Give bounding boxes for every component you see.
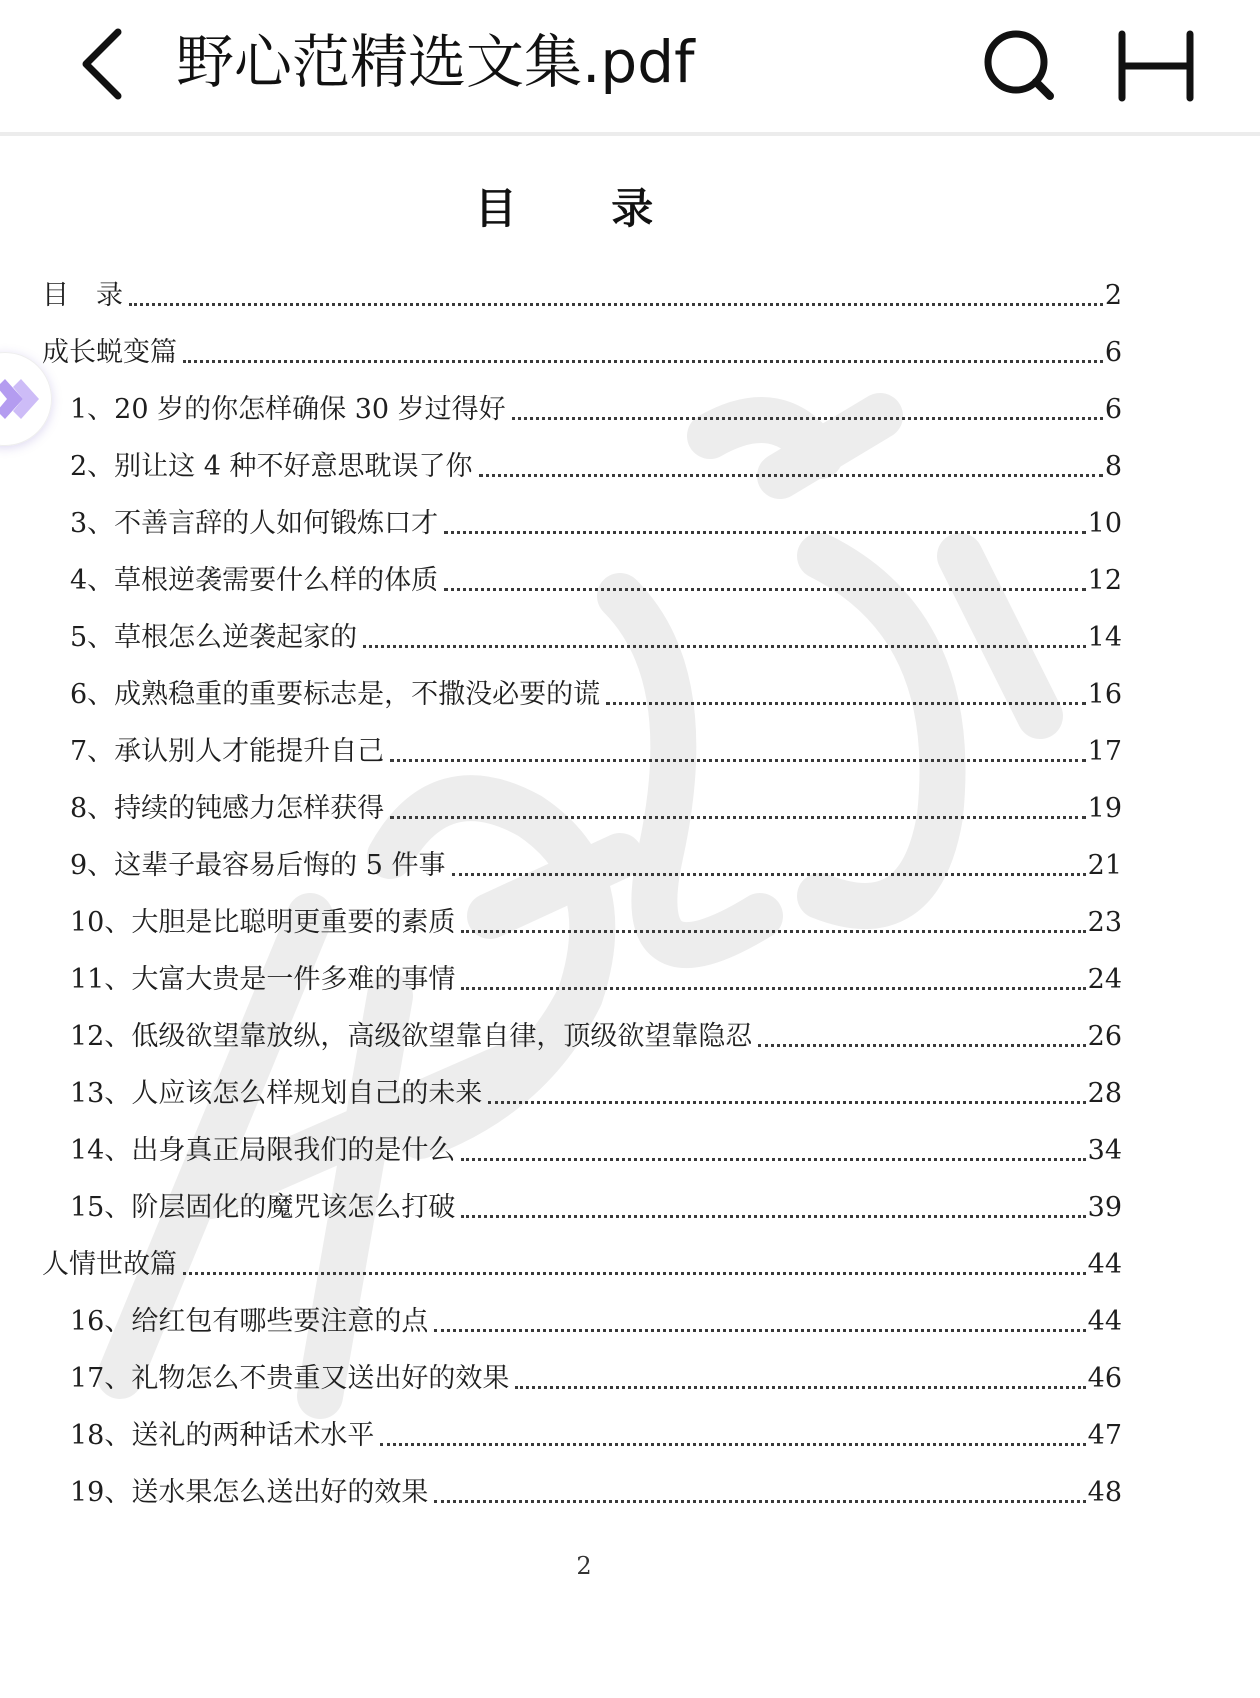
toc-entry-title: 18、送礼的两种话术水平	[70, 1420, 375, 1451]
toc-entry-page: 26	[1087, 1021, 1122, 1052]
toc-dot-leader	[461, 987, 1085, 990]
toc-entry-title: 2、别让这 4 种不好意思耽误了你	[70, 451, 473, 482]
toc-entry-title: 14、出身真正局限我们的是什么	[70, 1135, 456, 1166]
menu-icon	[1116, 24, 1196, 108]
toc-entry-title: 17、礼物怎么不贵重又送出好的效果	[70, 1363, 510, 1394]
toc-entry-page: 19	[1087, 793, 1122, 824]
toc-dot-leader	[444, 531, 1085, 534]
pdf-page[interactable]	[0, 136, 1260, 1698]
toc-entry-title: 人情世故篇	[42, 1249, 177, 1280]
toc-entry[interactable]	[70, 1347, 1122, 1399]
toc-entry-title: 8、持续的钝感力怎样获得	[70, 793, 385, 824]
toc-entry-title: 目 录	[42, 280, 123, 311]
toc-entry-title: 4、草根逆袭需要什么样的体质	[70, 565, 439, 596]
toc-entry-page: 24	[1087, 964, 1122, 995]
toc-entry-title: 9、这辈子最容易后悔的 5 件事	[70, 850, 446, 881]
toc-entry-page: 6	[1104, 394, 1122, 425]
toc-heading: 目 录	[474, 184, 694, 233]
toc-entry-page: 44	[1087, 1306, 1122, 1337]
toc-entry[interactable]	[70, 891, 1122, 943]
toc-entry-page: 34	[1087, 1135, 1122, 1166]
toc-entry-page: 44	[1087, 1249, 1122, 1280]
toc-dot-leader	[380, 1443, 1085, 1446]
toc-dot-leader	[461, 1158, 1085, 1161]
toc-entry[interactable]	[42, 264, 1122, 316]
toc-entry-title: 6、成熟稳重的重要标志是，不撒没必要的谎	[70, 679, 601, 710]
toc-entry-title: 13、人应该怎么样规划自己的未来	[70, 1078, 483, 1109]
toc-entry-page: 21	[1087, 850, 1122, 881]
toc-entry-title: 10、大胆是比聪明更重要的素质	[70, 907, 456, 938]
toc-entry-page: 46	[1087, 1363, 1122, 1394]
toc-entry-page: 16	[1087, 679, 1122, 710]
toc-entry[interactable]	[70, 1461, 1122, 1513]
toc-dot-leader	[183, 1272, 1086, 1275]
toc-entry-title: 15、阶层固化的魔咒该怎么打破	[70, 1192, 456, 1223]
toc-dot-leader	[183, 360, 1103, 363]
toc-entry[interactable]	[70, 1062, 1122, 1114]
toc-entry[interactable]	[70, 1119, 1122, 1171]
toc-dot-leader	[758, 1044, 1085, 1047]
toc-entry[interactable]	[70, 1005, 1122, 1057]
toc-entry[interactable]	[70, 1290, 1122, 1342]
toc-entry-title: 成长蜕变篇	[42, 337, 177, 368]
toc-entry-page: 39	[1087, 1192, 1122, 1223]
toc-entry-page: 28	[1087, 1078, 1122, 1109]
toc-entry[interactable]	[70, 1404, 1122, 1456]
toc-entry[interactable]	[70, 1176, 1122, 1228]
toc-entry-title: 1、20 岁的你怎样确保 30 岁过得好	[70, 394, 506, 425]
top-app-bar	[0, 0, 1260, 136]
toc-entry[interactable]	[70, 720, 1122, 772]
toc-entry[interactable]	[70, 777, 1122, 829]
toc-entry[interactable]	[70, 549, 1122, 601]
toc-entry[interactable]	[70, 378, 1122, 430]
toc-dot-leader	[129, 303, 1103, 306]
toc-entry-page: 17	[1087, 736, 1122, 767]
toc-entry[interactable]	[70, 606, 1122, 658]
floating-assistant-button[interactable]	[0, 352, 52, 446]
toc-entry-title: 16、给红包有哪些要注意的点	[70, 1306, 429, 1337]
page-number: 2	[576, 1552, 592, 1580]
toc-entry[interactable]	[70, 834, 1122, 886]
toc-entry-page: 10	[1087, 508, 1122, 539]
toc-dot-leader	[488, 1101, 1085, 1104]
document-title: 野心范精选文集.pdf	[176, 28, 695, 96]
toc-dot-leader	[434, 1500, 1085, 1503]
toc-entry-page: 23	[1087, 907, 1122, 938]
back-button[interactable]	[70, 18, 140, 108]
toc-entry-title: 5、草根怎么逆袭起家的	[70, 622, 358, 653]
toc-entry[interactable]	[70, 492, 1122, 544]
search-icon	[978, 24, 1062, 108]
toc-entry-page: 6	[1104, 337, 1122, 368]
toc-dot-leader	[390, 759, 1085, 762]
toc-entry-page: 14	[1087, 622, 1122, 653]
toc-entry-title: 19、送水果怎么送出好的效果	[70, 1477, 429, 1508]
toc-dot-leader	[434, 1329, 1085, 1332]
toc-dot-leader	[479, 474, 1103, 477]
toc-entry-page: 8	[1104, 451, 1122, 482]
toc-dot-leader	[461, 1215, 1085, 1218]
toc-dot-leader	[515, 1386, 1085, 1389]
toc-entry-title: 12、低级欲望靠放纵，高级欲望靠自律，顶级欲望靠隐忍	[70, 1021, 753, 1052]
toc-dot-leader	[606, 702, 1085, 705]
toc-dot-leader	[390, 816, 1085, 819]
double-chevron-right-icon	[0, 353, 51, 445]
toc-entry[interactable]	[70, 435, 1122, 487]
toc-dot-leader	[444, 588, 1085, 591]
toc-entry[interactable]	[42, 321, 1122, 373]
toc-entry-title: 11、大富大贵是一件多难的事情	[70, 964, 456, 995]
toc-entry-page: 2	[1104, 280, 1122, 311]
toc-entry-title: 3、不善言辞的人如何锻炼口才	[70, 508, 439, 539]
menu-button[interactable]	[1116, 24, 1196, 108]
toc-dot-leader	[363, 645, 1085, 648]
toc-entry[interactable]	[70, 663, 1122, 715]
toc-entry-title: 7、承认别人才能提升自己	[70, 736, 385, 767]
toc-dot-leader	[452, 873, 1086, 876]
toc-entry-page: 48	[1087, 1477, 1122, 1508]
toc-entry-page: 12	[1087, 565, 1122, 596]
search-button[interactable]	[978, 24, 1062, 108]
chevron-left-icon	[70, 18, 140, 108]
toc-entry[interactable]	[70, 948, 1122, 1000]
toc-entry-page: 47	[1087, 1420, 1122, 1451]
toc-dot-leader	[512, 417, 1103, 420]
toc-dot-leader	[461, 930, 1085, 933]
toc-entry[interactable]	[42, 1233, 1122, 1285]
